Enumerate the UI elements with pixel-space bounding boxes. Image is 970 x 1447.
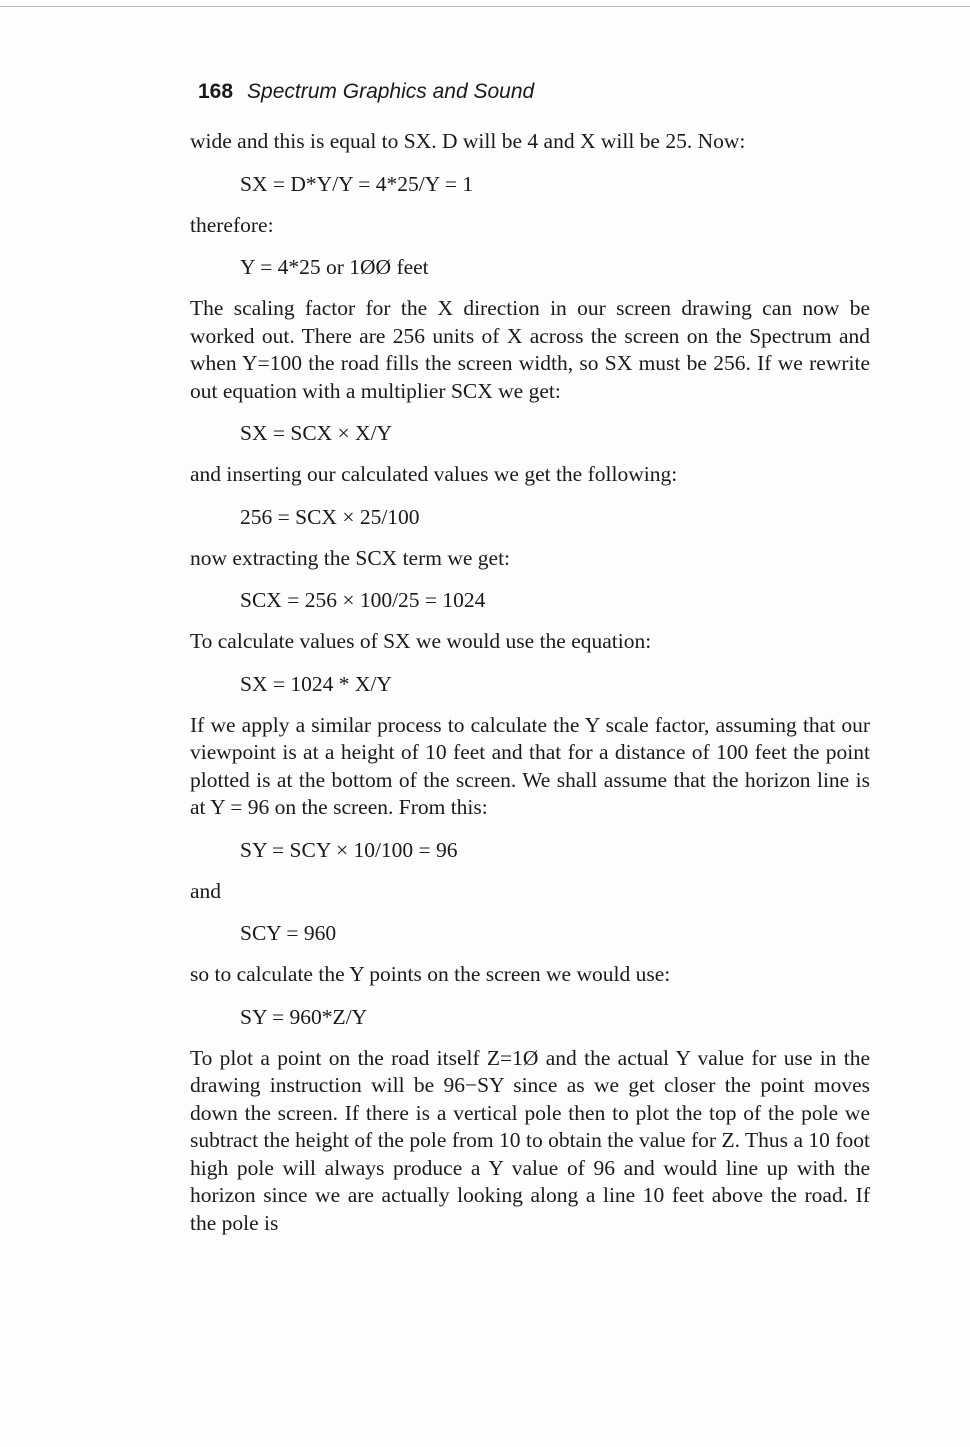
- paragraph-8: and: [190, 878, 222, 903]
- equation-7: SY = SCY × 10/100 = 96: [240, 837, 458, 862]
- equation-2: Y = 4*25 or 1ØØ feet: [240, 255, 429, 279]
- equation-8: SCY = 960: [240, 921, 337, 945]
- paragraph-3: The scaling factor for the X direction in our screen drawing can now be worked out. There are 256 units of X across the screen on the Spectrum and when Y=100 the road fills the screen width, so SX must be 256. If we rewrite out equation with a multiplier SCX we get:: [190, 296, 870, 403]
- equation-3: SX = SCX × X/Y: [240, 421, 393, 445]
- book-page: [190, 78, 870, 1251]
- paragraph-10: To plot a point on the road itself Z=1Ø and the actual Y value for use in the drawing instruction will be 96−SY since as we get closer the point moves down the screen. If there is a vertical pole then to plot the top of the pole we subtract the height of the pole from 10 to obtain the value for Z. Thus a 10 foot high pole will always produce a Y value of 96 and would line up with the horizon since we are actually looking along a line 10 feet above the road. If the pole is: [190, 1045, 870, 1235]
- paragraph-2: therefore:: [190, 212, 274, 237]
- page-edge-line: [0, 6, 970, 7]
- running-header: [198, 78, 870, 106]
- running-title: Spectrum Graphics and Sound: [247, 80, 535, 103]
- page-number: 168: [198, 80, 234, 103]
- paragraph-1: wide and this is equal to SX. D will be 4 and X will be 25. Now:: [190, 129, 746, 153]
- paragraph-4: and inserting our calculated values we get the following:: [190, 462, 678, 486]
- paragraph-5: now extracting the SCX term we get:: [190, 545, 511, 570]
- equation-9: SY = 960*Z/Y: [240, 1004, 368, 1029]
- paragraph-9: so to calculate the Y points on the screen we would use:: [190, 962, 671, 986]
- paragraph-6: To calculate values of SX we would use the equation:: [190, 629, 652, 653]
- equation-4: 256 = SCX × 25/100: [240, 504, 420, 529]
- equation-5: SCX = 256 × 100/25 = 1024: [240, 588, 486, 612]
- paragraph-7: If we apply a similar process to calculate the Y scale factor, assuming that our viewpoint is at a height of 10 feet and that for a distance of 100 feet the point plotted is at the bottom of the screen. We shall assume that the horizon line is at Y = 96 on the screen. From this:: [190, 712, 870, 819]
- equation-6: SX = 1024 * X/Y: [240, 671, 392, 696]
- equation-1: SX = D*Y/Y = 4*25/Y = 1: [240, 171, 474, 196]
